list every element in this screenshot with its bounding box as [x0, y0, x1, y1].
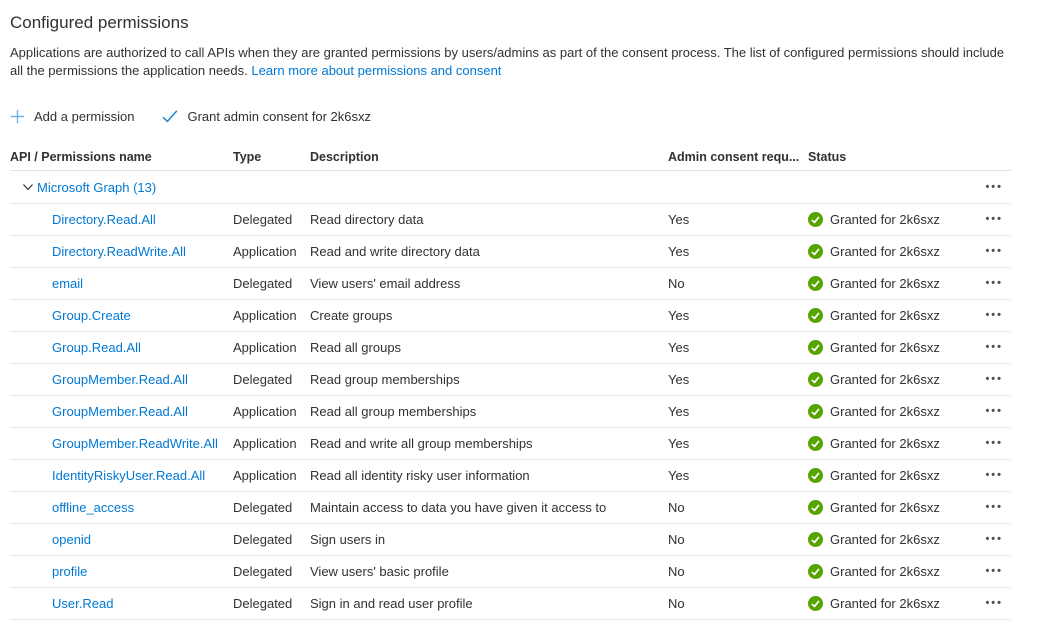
permission-type: Application	[233, 340, 297, 355]
command-bar	[10, 104, 1021, 128]
grant-admin-consent-label: Grant admin consent for 2k6sxz	[187, 108, 371, 124]
admin-consent-required-value: No	[668, 532, 685, 547]
table-header-row	[10, 144, 1011, 171]
admin-consent-required-value: Yes	[668, 436, 690, 451]
table-row	[10, 236, 1011, 268]
permission-type: Application	[233, 308, 297, 323]
status-text: Granted for 2k6sxz	[830, 212, 940, 227]
add-permission-button[interactable]	[10, 109, 134, 124]
more-options-button[interactable]: •••	[985, 598, 1003, 609]
table-row	[10, 300, 1011, 332]
table-row	[10, 588, 1011, 620]
column-header-type: Type	[233, 150, 262, 164]
granted-check-icon	[808, 436, 823, 451]
permission-name-link[interactable]: GroupMember.Read.All	[52, 404, 188, 419]
granted-check-icon	[808, 500, 823, 515]
more-options-button[interactable]: •••	[985, 502, 1003, 513]
status-badge	[808, 212, 960, 227]
status-badge	[808, 500, 960, 515]
status-badge	[808, 596, 960, 611]
permission-type: Delegated	[233, 212, 293, 227]
table-row	[10, 396, 1011, 428]
status-text: Granted for 2k6sxz	[830, 276, 940, 291]
admin-consent-required-value: Yes	[668, 372, 690, 387]
granted-check-icon	[808, 468, 823, 483]
description	[10, 44, 1005, 79]
more-options-button[interactable]: •••	[985, 470, 1003, 481]
plus-icon	[10, 109, 25, 124]
admin-consent-required-value: No	[668, 596, 685, 611]
group-row-microsoft-graph[interactable]	[10, 171, 1011, 204]
permission-description: Create groups	[310, 308, 393, 323]
status-text: Granted for 2k6sxz	[830, 372, 940, 387]
table-row	[10, 492, 1011, 524]
permission-description: Sign in and read user profile	[310, 596, 473, 611]
table-row	[10, 332, 1011, 364]
permission-type: Delegated	[233, 372, 293, 387]
status-text: Granted for 2k6sxz	[830, 244, 940, 259]
permission-description: Sign users in	[310, 532, 386, 547]
status-badge	[808, 468, 960, 483]
granted-check-icon	[808, 532, 823, 547]
status-text: Granted for 2k6sxz	[830, 500, 940, 515]
permission-description: View users' email address	[310, 276, 461, 291]
permission-name-link[interactable]: User.Read	[52, 596, 114, 611]
permission-description: Maintain access to data you have given it access to	[310, 500, 607, 515]
learn-more-link[interactable]: Learn more about permissions and consent	[251, 62, 502, 78]
status-badge	[808, 340, 960, 355]
permission-type: Application	[233, 468, 297, 483]
status-text: Granted for 2k6sxz	[830, 596, 940, 611]
status-text: Granted for 2k6sxz	[830, 436, 940, 451]
permission-type: Delegated	[233, 564, 293, 579]
admin-consent-required-value: Yes	[668, 244, 690, 259]
admin-consent-required-value: Yes	[668, 404, 690, 419]
status-badge	[808, 404, 960, 419]
permission-name-link[interactable]: email	[52, 276, 84, 291]
permission-type: Application	[233, 244, 297, 259]
permission-type: Delegated	[233, 276, 293, 291]
more-options-button[interactable]: •••	[985, 406, 1003, 417]
granted-check-icon	[808, 404, 823, 419]
admin-consent-required-value: Yes	[668, 340, 690, 355]
grant-admin-consent-button[interactable]	[162, 109, 371, 124]
description-text: Applications are authorized to call APIs when they are granted permissions by users/admins as part of the consent process. The list of configured permissions should include all the permissions the application needs.	[10, 45, 1005, 78]
granted-check-icon	[808, 308, 823, 323]
admin-consent-required-value: Yes	[668, 468, 690, 483]
admin-consent-required-value: Yes	[668, 308, 690, 323]
table-row	[10, 204, 1011, 236]
permission-description: Read all group memberships	[310, 404, 477, 419]
status-text: Granted for 2k6sxz	[830, 404, 940, 419]
chevron-down-icon[interactable]	[22, 181, 34, 193]
status-text: Granted for 2k6sxz	[830, 308, 940, 323]
permission-type: Delegated	[233, 500, 293, 515]
status-badge	[808, 532, 960, 547]
permission-name-link[interactable]: offline_access	[52, 500, 135, 515]
more-options-button[interactable]: •••	[985, 374, 1003, 385]
granted-check-icon	[808, 276, 823, 291]
more-options-button[interactable]: •••	[985, 342, 1003, 353]
permission-description: View users' basic profile	[310, 564, 449, 579]
table-row	[10, 556, 1011, 588]
permission-type: Delegated	[233, 532, 293, 547]
permission-name-link[interactable]: Group.Read.All	[52, 340, 141, 355]
table-row	[10, 428, 1011, 460]
status-badge	[808, 308, 960, 323]
permission-description: Read all groups	[310, 340, 402, 355]
granted-check-icon	[808, 372, 823, 387]
status-badge	[808, 372, 960, 387]
table-row	[10, 524, 1011, 556]
granted-check-icon	[808, 212, 823, 227]
status-badge	[808, 244, 960, 259]
column-header-api-permissions-name: API / Permissions name	[10, 150, 152, 164]
granted-check-icon	[808, 596, 823, 611]
more-options-button[interactable]: •••	[985, 438, 1003, 449]
status-text: Granted for 2k6sxz	[830, 340, 940, 355]
permission-name-link[interactable]: GroupMember.ReadWrite.All	[52, 436, 218, 451]
permission-description: Read group memberships	[310, 372, 460, 387]
permission-description: Read directory data	[310, 212, 424, 227]
column-header-admin-consent-required: Admin consent requ...	[668, 150, 800, 164]
permission-type: Application	[233, 436, 297, 451]
table-body	[10, 204, 1011, 620]
granted-check-icon	[808, 244, 823, 259]
status-text: Granted for 2k6sxz	[830, 468, 940, 483]
page-title: Configured permissions	[10, 13, 189, 32]
more-options-button[interactable]: •••	[985, 246, 1003, 257]
permission-name-link[interactable]: GroupMember.Read.All	[52, 372, 188, 387]
column-header-status: Status	[808, 150, 847, 164]
table-row	[10, 364, 1011, 396]
permission-name-link[interactable]: Directory.ReadWrite.All	[52, 244, 186, 259]
permission-name-link[interactable]: profile	[52, 564, 88, 579]
permission-type: Application	[233, 404, 297, 419]
permission-name-link[interactable]: openid	[52, 532, 92, 547]
granted-check-icon	[808, 340, 823, 355]
granted-check-icon	[808, 564, 823, 579]
permission-description: Read and write all group memberships	[310, 436, 533, 451]
status-badge	[808, 436, 960, 451]
status-text: Granted for 2k6sxz	[830, 564, 940, 579]
permission-name-link[interactable]: IdentityRiskyUser.Read.All	[52, 468, 206, 483]
permission-name-link[interactable]: Group.Create	[52, 308, 131, 323]
status-text: Granted for 2k6sxz	[830, 532, 940, 547]
admin-consent-required-value: No	[668, 564, 685, 579]
permission-description: Read all identity risky user information	[310, 468, 530, 483]
table-row	[10, 268, 1011, 300]
more-options-button[interactable]: •••	[985, 534, 1003, 545]
more-options-button[interactable]: •••	[985, 214, 1003, 225]
add-permission-label: Add a permission	[34, 108, 135, 124]
more-options-button[interactable]: •••	[985, 566, 1003, 577]
group-link-microsoft-graph[interactable]: Microsoft Graph (13)	[37, 179, 157, 195]
more-options-button[interactable]: •••	[985, 180, 1003, 193]
status-badge	[808, 564, 960, 579]
permission-description: Read and write directory data	[310, 244, 480, 259]
check-icon	[162, 110, 178, 123]
permissions-table	[10, 144, 1011, 620]
more-options-button[interactable]: •••	[985, 310, 1003, 321]
table-row	[10, 460, 1011, 492]
column-header-description: Description	[310, 150, 379, 164]
permission-name-link[interactable]: Directory.Read.All	[52, 212, 156, 227]
admin-consent-required-value: No	[668, 500, 685, 515]
admin-consent-required-value: Yes	[668, 212, 690, 227]
permission-type: Delegated	[233, 596, 293, 611]
admin-consent-required-value: No	[668, 276, 685, 291]
more-options-button[interactable]: •••	[985, 278, 1003, 289]
status-badge	[808, 276, 960, 291]
